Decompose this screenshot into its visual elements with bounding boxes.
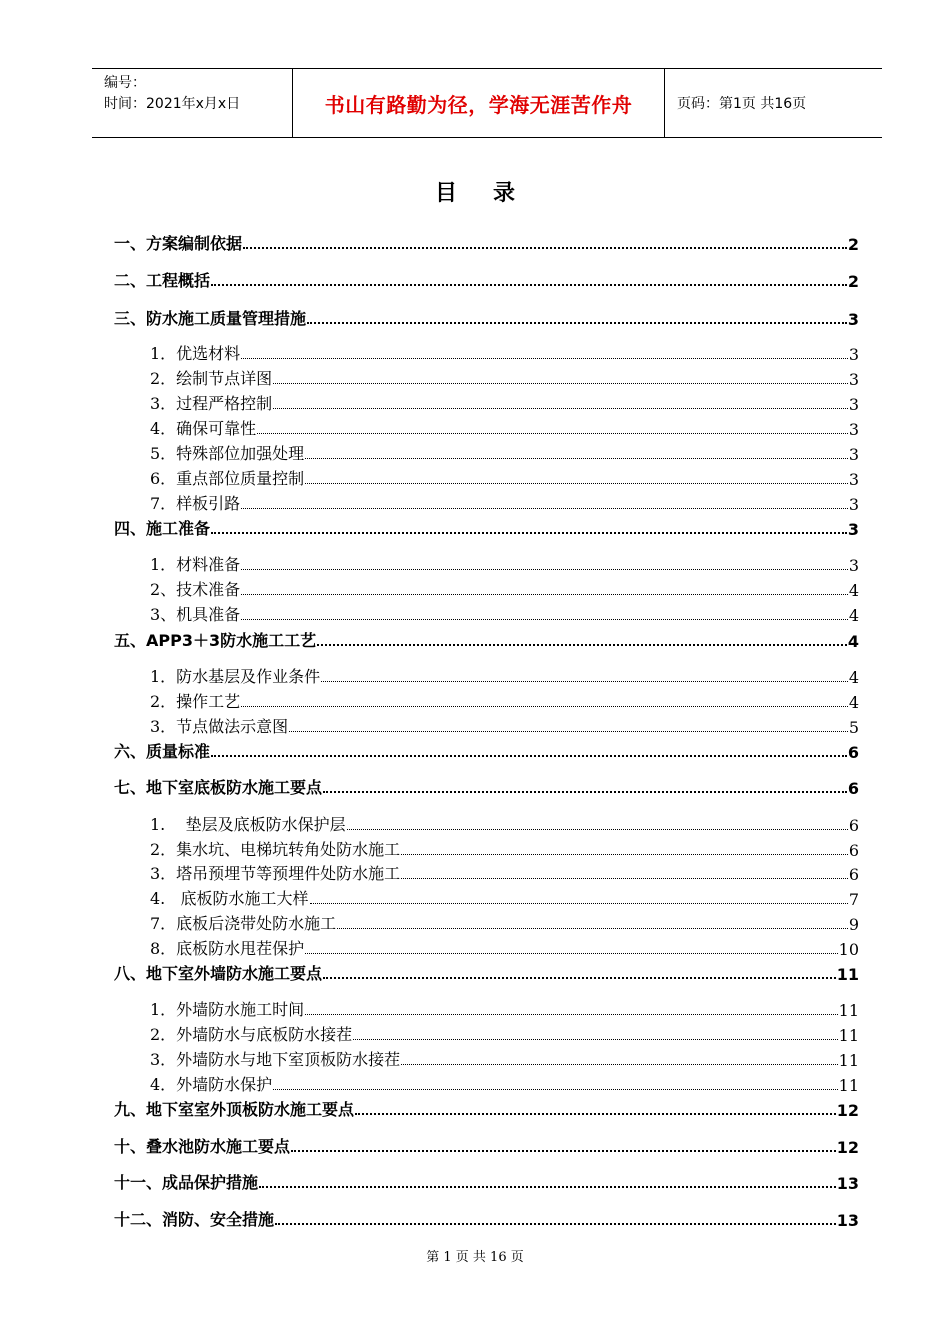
toc-dot-leader: [401, 853, 848, 855]
toc-subsection-entry[interactable]: [150, 1048, 859, 1070]
toc-entry-label: 2．集水坑、电梯坑转角处防水施工: [150, 840, 401, 859]
toc-entry-label: 四、施工准备: [114, 519, 211, 538]
toc-entry-page-number: 6: [847, 779, 859, 798]
toc-entry-label: 三、防水施工质量管理措施: [114, 309, 307, 328]
toc-dot-leader: [275, 1222, 836, 1225]
toc-entry-label: 1．防水基层及作业条件: [150, 667, 321, 686]
toc-section-entry[interactable]: [114, 232, 859, 254]
toc-subsection-entry[interactable]: [150, 665, 859, 687]
toc-entry-label: 2．绘制节点详图: [150, 369, 273, 388]
header-motto: 书山有路勤为径，学海无涯苦作舟: [292, 69, 665, 137]
toc-subsection-entry[interactable]: [150, 1023, 859, 1045]
toc-subsection-entry[interactable]: [150, 862, 859, 884]
toc-entry-label: 1. 垫层及底板防水保护层: [150, 815, 346, 834]
toc-entry-page-number: 3: [848, 470, 859, 489]
toc-entry-page-number: 13: [836, 1174, 859, 1193]
toc-entry-page-number: 12: [836, 1138, 859, 1157]
toc-subsection-entry[interactable]: [150, 467, 859, 489]
toc-dot-leader: [347, 828, 848, 830]
toc-entry-page-number: 12: [836, 1101, 859, 1120]
toc-entry-page-number: 5: [848, 718, 859, 737]
toc-subsection-entry[interactable]: [150, 887, 859, 909]
toc-subsection-entry[interactable]: [150, 998, 859, 1020]
toc-entry-label: 一、方案编制依据: [114, 234, 243, 253]
toc-dot-leader: [241, 568, 848, 570]
toc-dot-leader: [323, 790, 847, 793]
toc-entry-page-number: 3: [847, 310, 859, 329]
toc-entry-page-number: 2: [847, 235, 859, 254]
toc-subsection-entry[interactable]: [150, 690, 859, 712]
toc-subsection-entry[interactable]: [150, 838, 859, 860]
page-header: [92, 68, 882, 138]
toc-section-entry[interactable]: [114, 1098, 859, 1120]
toc-entry-label: 7．样板引路: [150, 494, 241, 513]
toc-dot-leader: [321, 680, 848, 682]
toc-dot-leader: [323, 976, 836, 979]
toc-section-entry[interactable]: [114, 1171, 859, 1193]
toc-dot-leader: [353, 1038, 837, 1040]
toc-entry-label: 二、工程概括: [114, 271, 211, 290]
toc-entry-label: 4. 底板防水施工大样: [150, 889, 309, 908]
toc-entry-label: 5．特殊部位加强处理: [150, 444, 305, 463]
toc-dot-leader: [211, 531, 847, 534]
toc-dot-leader: [317, 643, 847, 646]
toc-entry-label: 五、APP3＋3防水施工工艺: [114, 631, 317, 650]
toc-entry-page-number: 3: [848, 445, 859, 464]
toc-dot-leader: [273, 407, 848, 409]
toc-entry-page-number: 4: [848, 693, 859, 712]
toc-entry-label: 3．塔吊预埋节等预埋件处防水施工: [150, 864, 401, 883]
toc-subsection-entry[interactable]: [150, 442, 859, 464]
toc-entry-page-number: 11: [838, 1001, 859, 1020]
toc-entry-label: 3．外墙防水与地下室顶板防水接茬: [150, 1050, 401, 1069]
toc-subsection-entry[interactable]: [150, 553, 859, 575]
toc-dot-leader: [273, 382, 848, 384]
toc-entry-page-number: 3: [848, 345, 859, 364]
toc-section-entry[interactable]: [114, 517, 859, 539]
toc-entry-label: 1．优选材料: [150, 344, 241, 363]
toc-entry-page-number: 3: [848, 495, 859, 514]
toc-entry-page-number: 4: [848, 606, 859, 625]
toc-entry-label: 七、地下室底板防水施工要点: [114, 778, 323, 797]
toc-subsection-entry[interactable]: [150, 937, 859, 959]
toc-entry-label: 4．确保可靠性: [150, 419, 257, 438]
toc-entry-page-number: 11: [836, 965, 859, 984]
toc-subsection-entry[interactable]: [150, 392, 859, 414]
toc-entry-label: 九、地下室室外顶板防水施工要点: [114, 1100, 355, 1119]
toc-entry-label: 3、机具准备: [150, 605, 241, 624]
toc-dot-leader: [211, 283, 847, 286]
toc-entry-label: 2．外墙防水与底板防水接茬: [150, 1025, 353, 1044]
toc-dot-leader: [241, 705, 848, 707]
toc-dot-leader: [337, 927, 848, 929]
toc-dot-leader: [355, 1112, 836, 1115]
toc-entry-label: 6．重点部位质量控制: [150, 469, 305, 488]
toc-dot-leader: [291, 1149, 836, 1152]
toc-entry-label: 3．节点做法示意图: [150, 717, 289, 736]
toc-entry-label: 7．底板后浇带处防水施工: [150, 914, 337, 933]
toc-entry-page-number: 4: [848, 581, 859, 600]
toc-entry-label: 十二、消防、安全措施: [114, 1210, 275, 1229]
toc-entry-label: 1．材料准备: [150, 555, 241, 574]
toc-dot-leader: [305, 952, 837, 954]
toc-dot-leader: [305, 457, 848, 459]
toc-dot-leader: [307, 321, 847, 324]
toc-dot-leader: [241, 357, 848, 359]
page-footer: 第 1 页 共 16 页: [426, 1250, 524, 1265]
toc-dot-leader: [259, 1185, 836, 1188]
toc-entry-label: 十一、成品保护措施: [114, 1173, 259, 1192]
toc-entry-label: 4．外墙防水保护: [150, 1075, 273, 1094]
toc-dot-leader: [305, 482, 848, 484]
toc-entry-page-number: 13: [836, 1211, 859, 1230]
toc-subsection-entry[interactable]: [150, 578, 859, 600]
toc-dot-leader: [305, 1013, 837, 1015]
toc-dot-leader: [310, 902, 848, 904]
toc-dot-leader: [241, 593, 848, 595]
toc-entry-page-number: 11: [838, 1051, 859, 1070]
toc-section-entry[interactable]: [114, 629, 859, 651]
toc-subsection-entry[interactable]: [150, 603, 859, 625]
toc-dot-leader: [243, 246, 847, 249]
toc-entry-page-number: 7: [848, 890, 859, 909]
toc-entry-label: 十、叠水池防水施工要点: [114, 1137, 291, 1156]
toc-section-entry[interactable]: [114, 740, 859, 762]
toc-section-entry[interactable]: [114, 776, 859, 798]
page-title: 目录: [434, 181, 551, 206]
toc-entry-label: 2、技术准备: [150, 580, 241, 599]
toc-dot-leader: [241, 507, 848, 509]
toc-dot-leader: [241, 618, 848, 620]
toc-subsection-entry[interactable]: [150, 492, 859, 514]
header-page-info: 页码：第1页 共16页: [677, 96, 807, 112]
toc-entry-page-number: 3: [848, 420, 859, 439]
toc-entry-page-number: 3: [848, 556, 859, 575]
toc-entry-page-number: 9: [848, 915, 859, 934]
toc-entry-page-number: 6: [848, 816, 859, 835]
toc-section-entry[interactable]: [114, 962, 859, 984]
toc-subsection-entry[interactable]: [150, 813, 859, 835]
toc-entry-label: 1．外墙防水施工时间: [150, 1000, 305, 1019]
toc-entry-page-number: 11: [838, 1076, 859, 1095]
toc-dot-leader: [257, 432, 848, 434]
toc-entry-page-number: 10: [838, 940, 859, 959]
toc-entry-page-number: 6: [848, 841, 859, 860]
toc-entry-page-number: 4: [847, 632, 859, 651]
toc-entry-page-number: 11: [838, 1026, 859, 1045]
toc-entry-page-number: 3: [848, 370, 859, 389]
toc-entry-label: 六、质量标准: [114, 742, 211, 761]
header-meta: [92, 69, 292, 137]
toc-subsection-entry[interactable]: [150, 417, 859, 439]
toc-entry-page-number: 3: [847, 520, 859, 539]
toc-entry-page-number: 2: [847, 272, 859, 291]
document-number-label: 编号：: [104, 75, 146, 91]
document-time: 时间：2021年x月x日: [104, 96, 241, 112]
toc-entry-label: 八、地下室外墙防水施工要点: [114, 964, 323, 983]
toc-dot-leader: [401, 1063, 837, 1065]
toc-subsection-entry[interactable]: [150, 342, 859, 364]
toc-entry-page-number: 6: [847, 743, 859, 762]
toc-dot-leader: [211, 754, 847, 757]
toc-entry-label: 2．操作工艺: [150, 692, 241, 711]
toc-section-entry[interactable]: [114, 1208, 859, 1230]
toc-subsection-entry[interactable]: [150, 1073, 859, 1095]
toc-subsection-entry[interactable]: [150, 367, 859, 389]
toc-dot-leader: [401, 877, 848, 879]
toc-entry-page-number: 4: [848, 668, 859, 687]
toc-entry-page-number: 6: [848, 865, 859, 884]
toc-entry-label: 8．底板防水甩茬保护: [150, 939, 305, 958]
toc-subsection-entry[interactable]: [150, 912, 859, 934]
toc-section-entry[interactable]: [114, 1135, 859, 1157]
toc-section-entry[interactable]: [114, 269, 859, 291]
toc-entry-label: 3．过程严格控制: [150, 394, 273, 413]
toc-subsection-entry[interactable]: [150, 715, 859, 737]
toc-entry-page-number: 3: [848, 395, 859, 414]
toc-dot-leader: [289, 730, 848, 732]
toc-section-entry[interactable]: [114, 307, 859, 329]
toc-dot-leader: [273, 1088, 837, 1090]
